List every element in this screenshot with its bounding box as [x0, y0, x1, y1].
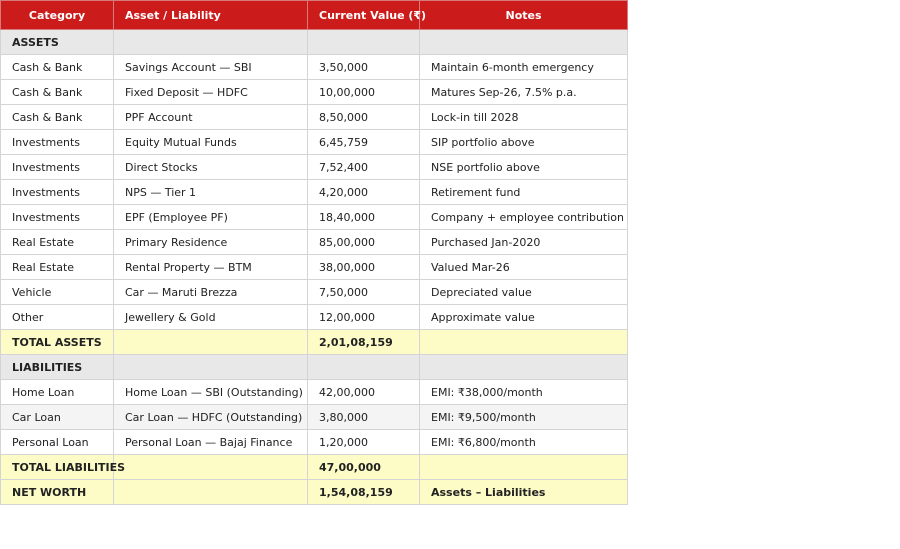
notes-cell[interactable]: Maintain 6-month emergency — [420, 55, 628, 80]
item-cell[interactable]: PPF Account — [114, 105, 308, 130]
value-cell[interactable]: 3,50,000 — [308, 55, 420, 80]
cell[interactable] — [114, 30, 308, 55]
category-cell[interactable]: Cash & Bank — [1, 80, 114, 105]
cell[interactable] — [308, 30, 420, 55]
value-cell[interactable]: 7,52,400 — [308, 155, 420, 180]
value-cell[interactable]: 7,50,000 — [308, 280, 420, 305]
value-cell[interactable]: 3,80,000 — [308, 405, 420, 430]
category-cell[interactable]: Vehicle — [1, 280, 114, 305]
category-cell[interactable]: Real Estate — [1, 255, 114, 280]
notes-cell[interactable]: NSE portfolio above — [420, 155, 628, 180]
category-cell[interactable]: Real Estate — [1, 230, 114, 255]
header-current-value[interactable]: Current Value (₹) — [308, 1, 420, 30]
item-cell[interactable]: Primary Residence — [114, 230, 308, 255]
notes-cell[interactable]: SIP portfolio above — [420, 130, 628, 155]
category-cell[interactable]: Investments — [1, 205, 114, 230]
item-cell[interactable]: Fixed Deposit — HDFC — [114, 80, 308, 105]
item-cell[interactable]: Personal Loan — Bajaj Finance — [114, 430, 308, 455]
item-cell[interactable]: Rental Property — BTM — [114, 255, 308, 280]
category-cell[interactable]: Home Loan — [1, 380, 114, 405]
notes-cell[interactable]: Lock-in till 2028 — [420, 105, 628, 130]
notes-cell[interactable]: Depreciated value — [420, 280, 628, 305]
item-cell[interactable]: EPF (Employee PF) — [114, 205, 308, 230]
value-cell[interactable]: 4,20,000 — [308, 180, 420, 205]
notes-cell[interactable]: Matures Sep-26, 7.5% p.a. — [420, 80, 628, 105]
cell[interactable] — [308, 355, 420, 380]
value-cell[interactable]: 85,00,000 — [308, 230, 420, 255]
liabilities-section-row-label[interactable]: LIABILITIES — [1, 355, 114, 380]
item-cell[interactable]: Home Loan — SBI (Outstanding) — [114, 380, 308, 405]
net-worth-row-notes[interactable]: Assets – Liabilities — [420, 480, 628, 505]
notes-cell[interactable]: Retirement fund — [420, 180, 628, 205]
notes-cell[interactable]: Company + employee contribution — [420, 205, 628, 230]
cell[interactable] — [420, 330, 628, 355]
cell[interactable] — [114, 480, 308, 505]
category-cell[interactable]: Other — [1, 305, 114, 330]
assets-section-label[interactable]: ASSETS — [1, 30, 114, 55]
cell[interactable] — [420, 355, 628, 380]
notes-cell[interactable]: EMI: ₹9,500/month — [420, 405, 628, 430]
header-asset-liability[interactable]: Asset / Liability — [114, 1, 308, 30]
notes-cell[interactable]: Purchased Jan-2020 — [420, 230, 628, 255]
item-cell[interactable]: Savings Account — SBI — [114, 55, 308, 80]
notes-cell[interactable]: EMI: ₹38,000/month — [420, 380, 628, 405]
total-liabilities-row-label[interactable]: TOTAL LIABILITIES — [1, 455, 114, 480]
asset-row — [1, 230, 628, 255]
cell[interactable] — [114, 330, 308, 355]
item-cell[interactable]: Car Loan — HDFC (Outstanding) — [114, 405, 308, 430]
liabilities-section-row — [1, 355, 628, 380]
net-worth-row-label[interactable]: NET WORTH — [1, 480, 114, 505]
cell[interactable] — [420, 30, 628, 55]
liability-row — [1, 380, 628, 405]
notes-cell[interactable]: Approximate value — [420, 305, 628, 330]
header-category[interactable]: Category — [1, 1, 114, 30]
asset-row — [1, 205, 628, 230]
category-cell[interactable]: Investments — [1, 180, 114, 205]
total-assets-row-label[interactable]: TOTAL ASSETS — [1, 330, 114, 355]
category-cell[interactable]: Investments — [1, 130, 114, 155]
header-notes[interactable]: Notes — [420, 1, 628, 30]
value-cell[interactable]: 12,00,000 — [308, 305, 420, 330]
cell[interactable] — [420, 455, 628, 480]
net-worth-row — [1, 480, 628, 505]
item-cell[interactable]: Car — Maruti Brezza — [114, 280, 308, 305]
value-cell[interactable]: 42,00,000 — [308, 380, 420, 405]
asset-row — [1, 255, 628, 280]
total-liabilities-row — [1, 455, 628, 480]
value-cell[interactable]: 6,45,759 — [308, 130, 420, 155]
asset-row — [1, 105, 628, 130]
assets-section-row — [1, 30, 628, 55]
category-cell[interactable]: Investments — [1, 155, 114, 180]
value-cell[interactable]: 1,20,000 — [308, 430, 420, 455]
value-cell[interactable]: 38,00,000 — [308, 255, 420, 280]
total-assets-row-value[interactable]: 2,01,08,159 — [308, 330, 420, 355]
asset-row — [1, 280, 628, 305]
liability-row — [1, 430, 628, 455]
cell[interactable] — [114, 355, 308, 380]
total-liabilities-row-value[interactable]: 47,00,000 — [308, 455, 420, 480]
notes-cell[interactable]: Valued Mar-26 — [420, 255, 628, 280]
net-worth-row-value[interactable]: 1,54,08,159 — [308, 480, 420, 505]
asset-row — [1, 305, 628, 330]
notes-cell[interactable]: EMI: ₹6,800/month — [420, 430, 628, 455]
asset-row — [1, 155, 628, 180]
item-cell[interactable]: NPS — Tier 1 — [114, 180, 308, 205]
item-cell[interactable]: Jewellery & Gold — [114, 305, 308, 330]
category-cell[interactable]: Cash & Bank — [1, 105, 114, 130]
liability-row — [1, 405, 628, 430]
category-cell[interactable]: Car Loan — [1, 405, 114, 430]
value-cell[interactable]: 8,50,000 — [308, 105, 420, 130]
header-row — [1, 1, 628, 30]
asset-row — [1, 80, 628, 105]
asset-row — [1, 130, 628, 155]
cell[interactable] — [114, 455, 308, 480]
item-cell[interactable]: Direct Stocks — [114, 155, 308, 180]
value-cell[interactable]: 18,40,000 — [308, 205, 420, 230]
category-cell[interactable]: Personal Loan — [1, 430, 114, 455]
item-cell[interactable]: Equity Mutual Funds — [114, 130, 308, 155]
asset-row — [1, 180, 628, 205]
total-assets-row — [1, 330, 628, 355]
category-cell[interactable]: Cash & Bank — [1, 55, 114, 80]
value-cell[interactable]: 10,00,000 — [308, 80, 420, 105]
asset-row — [1, 55, 628, 80]
